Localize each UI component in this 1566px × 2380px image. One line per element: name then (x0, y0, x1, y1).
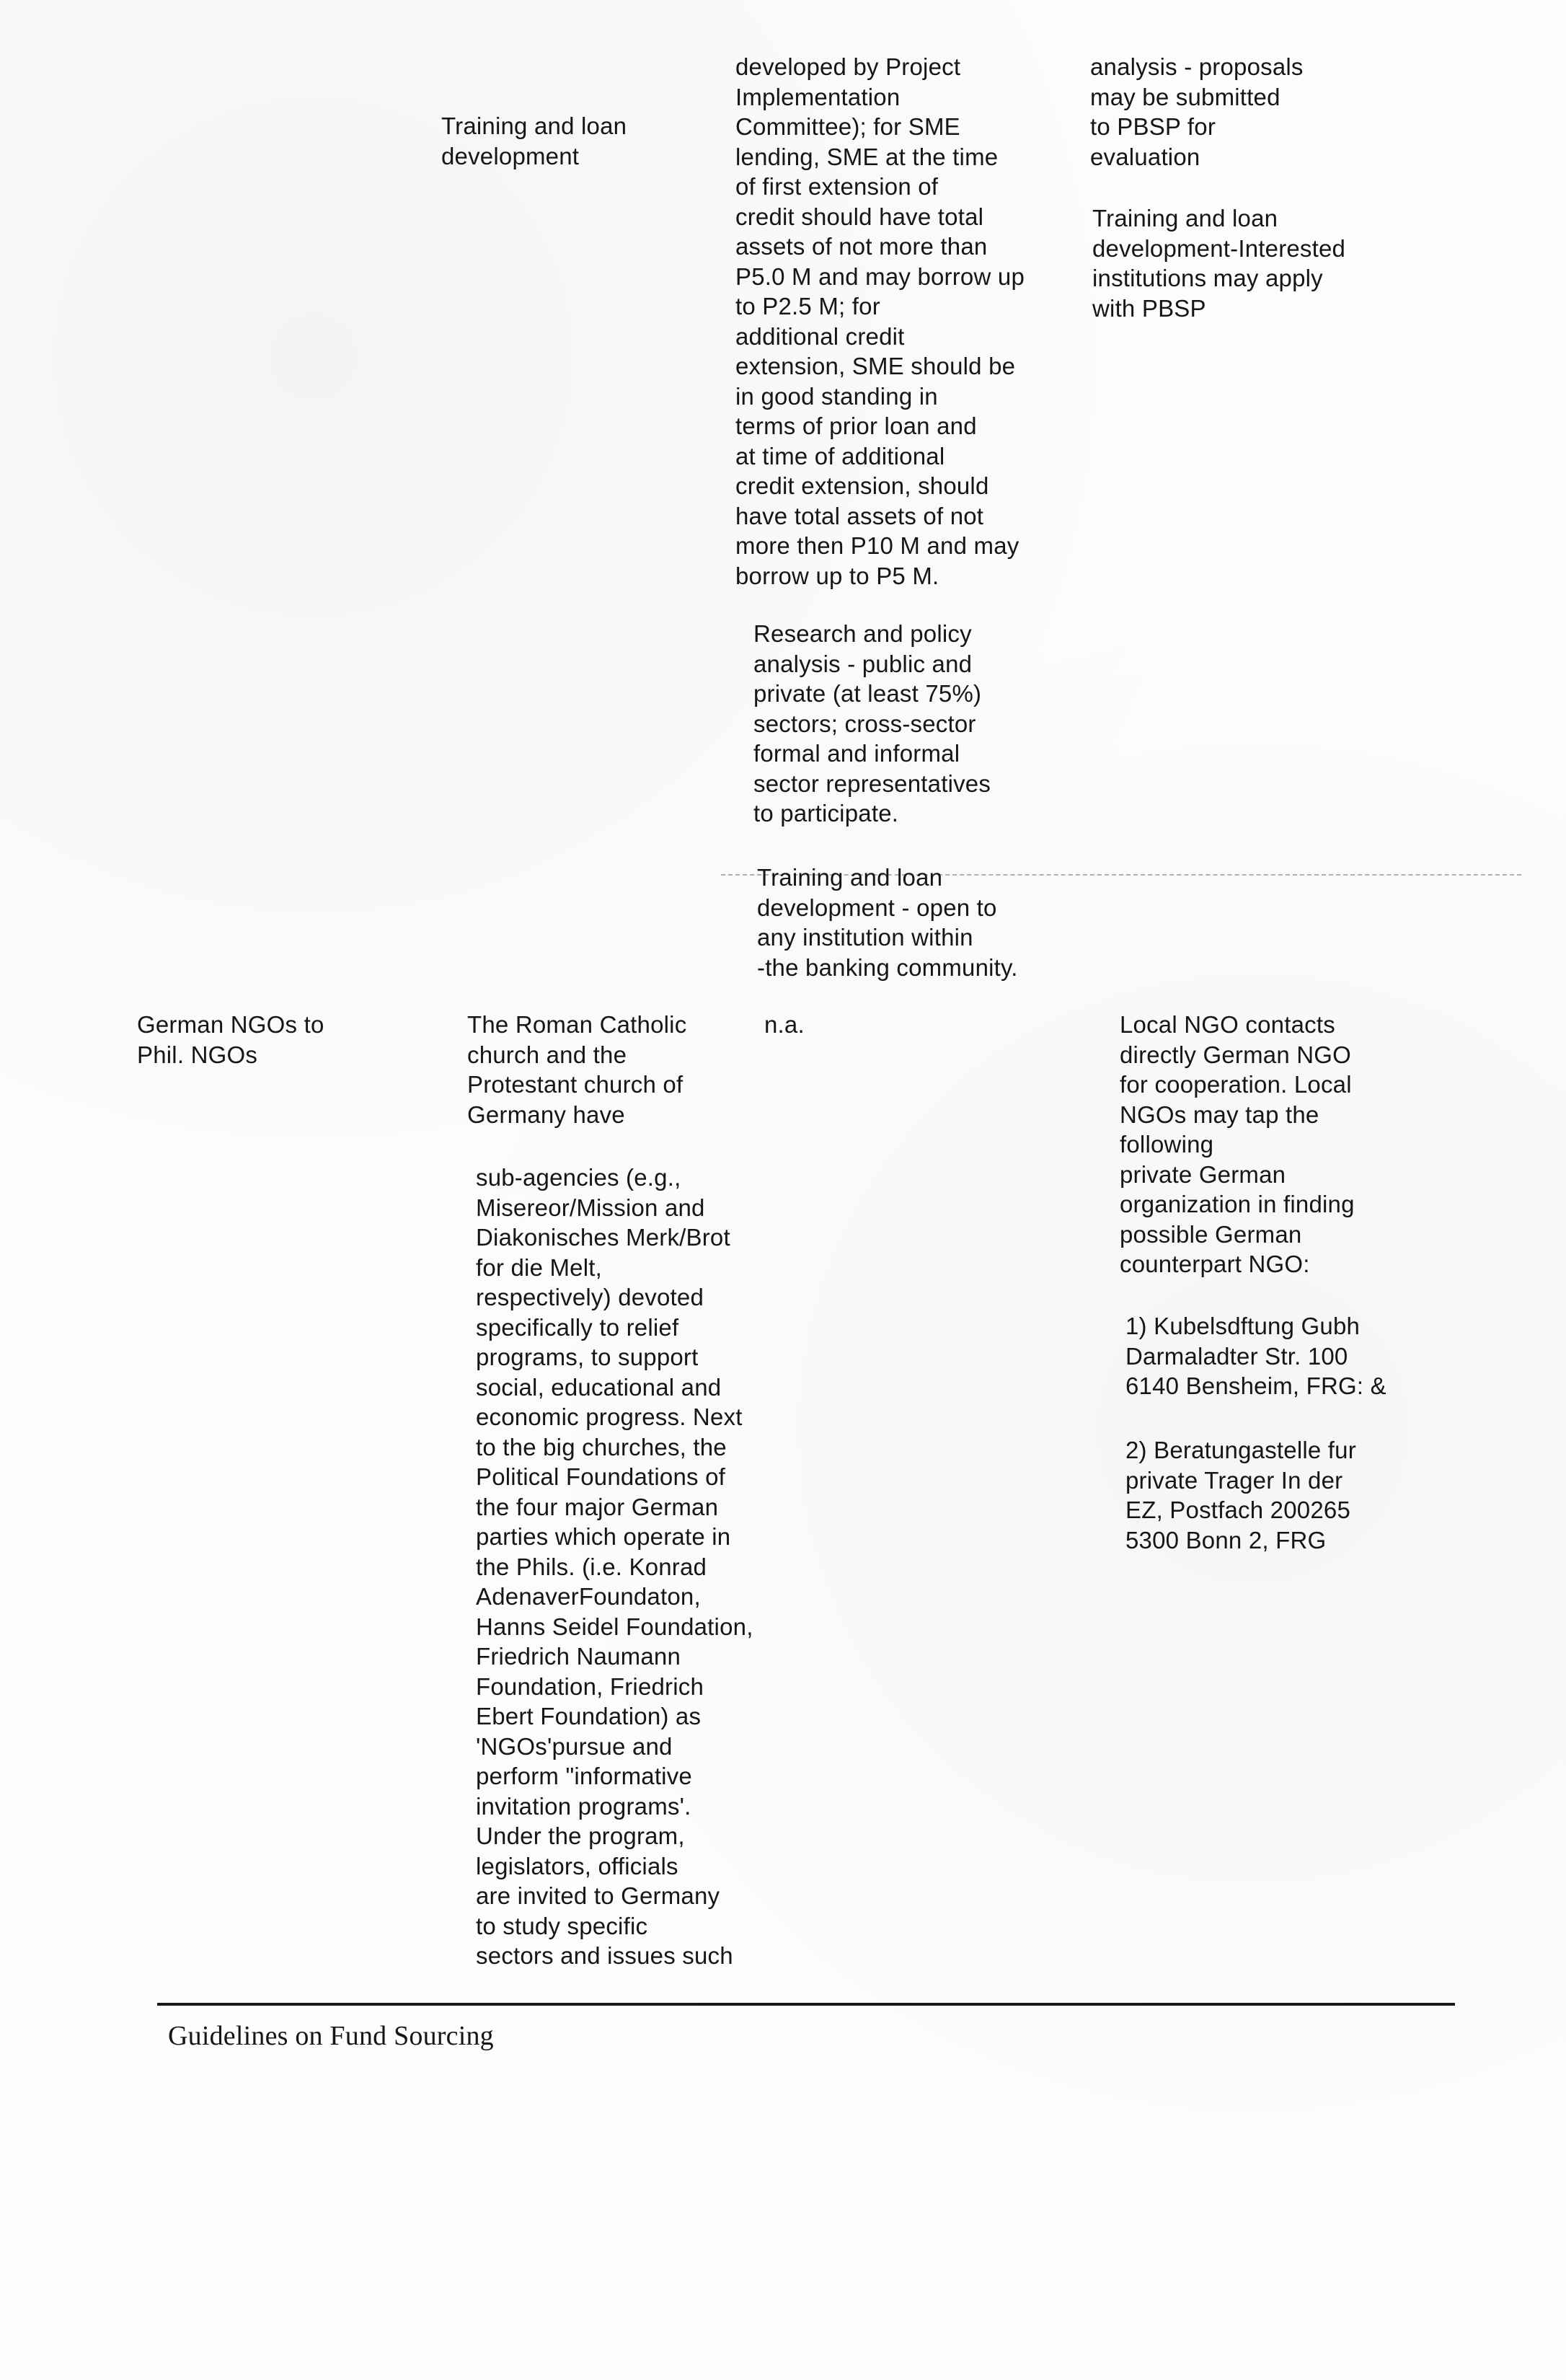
eligibility-criteria-paragraph-1: developed by Project Implementation Committee); for SME lending, SME at the time of first extension of credit should have total assets of not more than P5.0 M and may borrow up to P2.5 M; for additional credit extension, SME should be in good standing in terms of prior loan and at time of additional credit extension, should have total assets of not more then P10 M and may borrow up to P5 M. (735, 53, 1025, 589)
procedures-local-ngo-contacts: Local NGO contacts directly German NGO for cooperation. Local NGOs may tap the following private German organization in finding possible German counterpart NGO: (1120, 1011, 1355, 1277)
program-label-training-loan: Training and loan development (441, 113, 627, 169)
procedures-paragraph-1: analysis - proposals may be submitted to PBSP for evaluation (1090, 53, 1304, 170)
eligibility-criteria-paragraph-3: Training and loan development - open to any institution within -the banking community. (757, 864, 1018, 981)
program-description-paragraph-1: The Roman Catholic church and the Protestant church of Germany have (467, 1011, 687, 1128)
footer-rule (157, 2003, 1455, 2006)
german-organization-address-2: 2) Beratungastelle fur private Trager In der EZ, Postfach 200265 5300 Bonn 2, FRG (1125, 1437, 1356, 1553)
eligibility-criteria-paragraph-2: Research and policy analysis - public and private (at least 75%) sectors; cross-sector formal and informal sector representatives to participate. (753, 620, 991, 827)
funding-source-label: German NGOs to Phil. NGOs (137, 1011, 324, 1068)
criteria-not-applicable: n.a. (764, 1011, 805, 1038)
footer-title: Guidelines on Fund Sourcing (168, 2021, 494, 2051)
procedures-paragraph-2: Training and loan development-Interested institutions may apply with PBSP (1092, 205, 1346, 322)
program-description-paragraph-2: sub-agencies (e.g., Misereor/Mission and Diakonisches Merk/Brot for die Melt, respectively) devoted specifically to relief programs, to support social, educational and economic progress. Next to the big churches, the Political Foundations of the four major German parties which operate in the Phils. (i.e. Konrad AdenaverFoundaton, Hanns Seidel Foundation, Friedrich Naumann Foundation, Friedrich Ebert Foundation) as 'NGOs'pursue and perform "informative invitation programs'. Under the program, legislators, officials are invited to Germany to study specific sectors and issues such (476, 1164, 753, 1969)
german-organization-address-1: 1) Kubelsdftung Gubh Darmaladter Str. 100 6140 Bensheim, FRG: & (1125, 1313, 1386, 1399)
